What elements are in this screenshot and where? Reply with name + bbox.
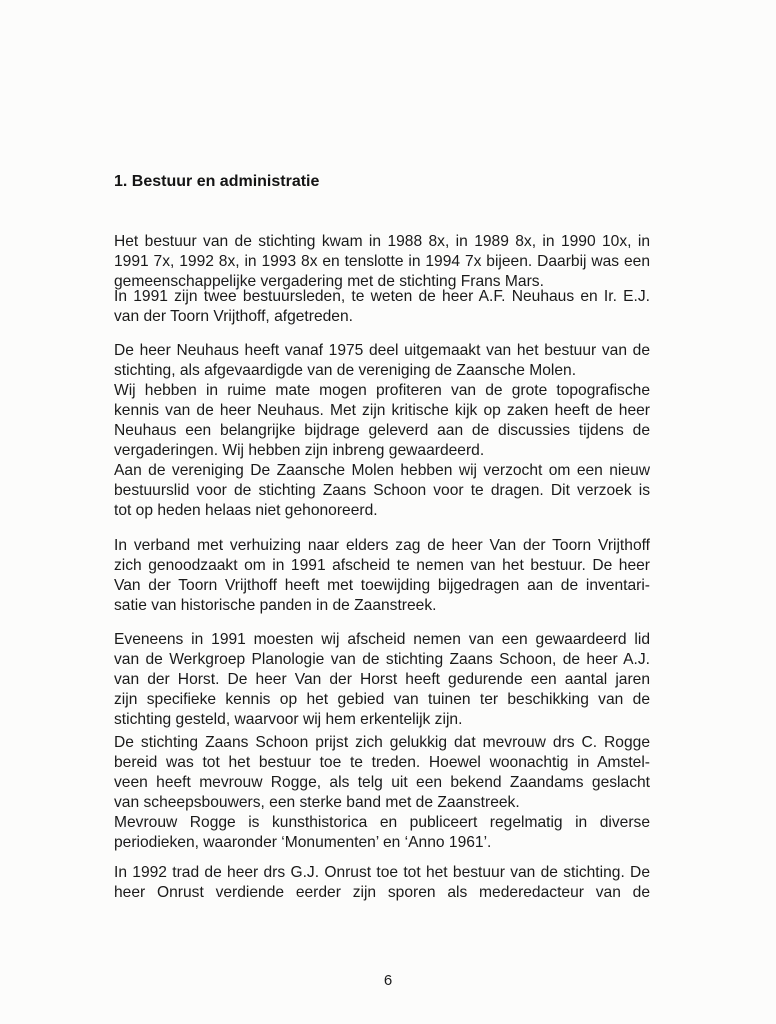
text-line: van scheepsbouwers, een sterke band met de Zaanstreek. <box>114 794 520 811</box>
text-line: stichting, als afgevaardigde van de vereniging de Zaansche Molen. <box>114 362 577 379</box>
text-line: stichting gesteld, waarvoor wij hem erkentelijk zijn. <box>114 711 463 728</box>
text-line: 1991 7x, 1992 8x, in 1993 8x en tenslotte in 1994 7x bijeen. Daarbij was een <box>114 253 650 270</box>
text-line: heer Onrust verdiende eerder zijn sporen als mederedacteur van de <box>114 884 650 901</box>
text-line: gemeenschappelijke vergadering met de stichting Frans Mars. <box>114 273 544 290</box>
text-line: De stichting Zaans Schoon prijst zich gelukkig dat mevrouw drs C. Rogge <box>114 734 650 751</box>
text-line: In verband met verhuizing naar elders zag de heer Van der Toorn Vrijthoff <box>114 537 650 554</box>
paragraph-rogge <box>114 733 650 853</box>
text-line: Wij hebben in ruime mate mogen profiteren van de grote topografische <box>114 382 650 399</box>
paragraph-meetings <box>114 232 650 292</box>
text-line: Eveneens in 1991 moesten wij afscheid nemen van een gewaardeerd lid <box>114 631 650 648</box>
text-line: periodieken, waaronder ‘Monumenten’ en ‘Anno 1961’. <box>114 834 492 851</box>
text-line: Van der Toorn Vrijthoff heeft met toewijding bijgedragen aan de inventari- <box>114 577 650 594</box>
text-line: bereid was tot het bestuur toe te treden. Hoewel woonachtig in Amstel- <box>114 754 650 771</box>
text-line: Mevrouw Rogge is kunsthistorica en publiceert regelmatig in diverse <box>114 814 650 831</box>
section-heading: 1. Bestuur en administratie <box>114 173 320 190</box>
text-line: In 1991 zijn twee bestuursleden, te weten de heer A.F. Neuhaus en Ir. E.J. <box>114 288 650 305</box>
text-line: Aan de vereniging De Zaansche Molen hebben wij verzocht om een nieuw <box>114 462 650 479</box>
text-line: vergaderingen. Wij hebben zijn inbreng gewaardeerd. <box>114 442 485 459</box>
text-line: van de Werkgroep Planologie van de stichting Zaans Schoon, de heer A.J. <box>114 651 650 668</box>
text-line: zijn specifieke kennis op het gebied van tuinen ter beschikking van de <box>114 691 650 708</box>
text-line: veen heeft mevrouw Rogge, als telg uit een bekend Zaandams geslacht <box>114 774 650 791</box>
text-line: van der Toorn Vrijthoff, afgetreden. <box>114 308 353 325</box>
text-line: zich genoodzaakt om in 1991 afscheid te nemen van het bestuur. De heer <box>114 557 650 574</box>
text-line: van der Horst. De heer Van der Horst heeft gedurende een aantal jaren <box>114 671 650 688</box>
paragraph-resigned-members <box>114 287 650 327</box>
text-line: bestuurslid voor de stichting Zaans Schoon voor te dragen. Dit verzoek is <box>114 482 650 499</box>
paragraph-van-der-horst <box>114 630 650 730</box>
paragraph-van-der-toorn <box>114 536 650 616</box>
paragraph-onrust <box>114 863 650 903</box>
text-line: De heer Neuhaus heeft vanaf 1975 deel uitgemaakt van het bestuur van de <box>114 342 650 359</box>
paragraph-neuhaus <box>114 341 650 521</box>
text-line: satie van historische panden in de Zaanstreek. <box>114 597 437 614</box>
text-line: Neuhaus een belangrijke bijdrage geleverd aan de discussies tijdens de <box>114 422 650 439</box>
text-line: tot op heden helaas niet gehonoreerd. <box>114 502 378 519</box>
text-line: In 1992 trad de heer drs G.J. Onrust toe tot het bestuur van de stichting. De <box>114 864 650 881</box>
page-number: 6 <box>383 972 393 989</box>
text-line: Het bestuur van de stichting kwam in 1988 8x, in 1989 8x, in 1990 10x, in <box>114 233 650 250</box>
text-line: kennis van de heer Neuhaus. Met zijn kritische kijk op zaken heeft de heer <box>114 402 650 419</box>
